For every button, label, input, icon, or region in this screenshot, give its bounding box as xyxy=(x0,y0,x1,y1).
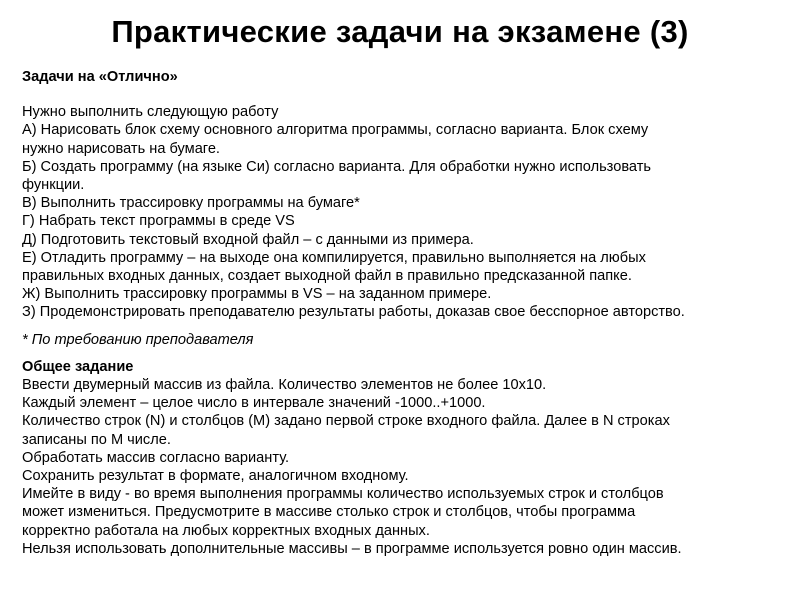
general-line: Количество строк (N) и столбцов (M) задано первой строке входного файла. Далее в N строках xyxy=(22,413,670,430)
task-line: А) Нарисовать блок схему основного алгоритма программы, согласно варианта. Блок схему xyxy=(22,122,649,139)
general-line: Ввести двумерный массив из файла. Количество элементов не более 10x10. xyxy=(22,377,547,394)
task-line: Е) Отладить программу – на выходе она компилируется, правильно выполняется на любых xyxy=(22,249,646,266)
spacer xyxy=(22,322,792,331)
task-line: Ж) Выполнить трассировку программы в VS – на заданном примере. xyxy=(22,286,492,303)
general-line: Нельзя использовать дополнительные массивы – в программе используется ровно один массив. xyxy=(22,540,682,557)
spacer xyxy=(22,349,792,358)
general-task-list xyxy=(22,376,792,558)
intro-text: Нужно выполнить следующую работу xyxy=(22,104,279,121)
general-line: может измениться. Предусмотрите в массиве столько строк и столбцов, чтобы программа xyxy=(22,504,636,521)
general-line: корректно работала на любых корректных входных данных. xyxy=(22,522,430,539)
general-line: Обработать массив согласно варианту. xyxy=(22,449,290,466)
general-line: Каждый элемент – целое число в интервале значений -1000..+1000. xyxy=(22,395,486,412)
tasks-heading: Задачи на «Отлично» xyxy=(22,69,178,85)
general-heading: Общее задание xyxy=(22,358,134,375)
task-line: В) Выполнить трассировку программы на бумаге* xyxy=(22,195,360,212)
task-line: Б) Создать программу (на языке Си) согласно варианта. Для обработки нужно использовать xyxy=(22,158,651,175)
task-list xyxy=(22,121,792,321)
spacer xyxy=(22,86,792,103)
task-line: правильных входных данных, создает выходной файл в правильно предсказанной папке. xyxy=(22,268,632,285)
general-line: Имейте в виду - во время выполнения программы количество используемых строк и столбцов xyxy=(22,486,664,503)
general-line: Сохранить результат в формате, аналогичном входному. xyxy=(22,468,409,485)
general-line: записаны по M числе. xyxy=(22,431,171,448)
slide-title: Практические задачи на экзамене (3) xyxy=(111,14,689,49)
task-line: Д) Подготовить текстовый входной файл – с данными из примера. xyxy=(22,231,474,248)
slide-content xyxy=(22,68,792,558)
task-line: З) Продемонстрировать преподавателю результаты работы, доказав свое бесспорное авторство. xyxy=(22,304,685,321)
task-line: Г) Набрать текст программы в среде VS xyxy=(22,213,295,230)
task-line: функции. xyxy=(22,177,85,194)
task-line: нужно нарисовать на бумаге. xyxy=(22,140,220,157)
footnote: * По требованию преподавателя xyxy=(22,331,254,348)
